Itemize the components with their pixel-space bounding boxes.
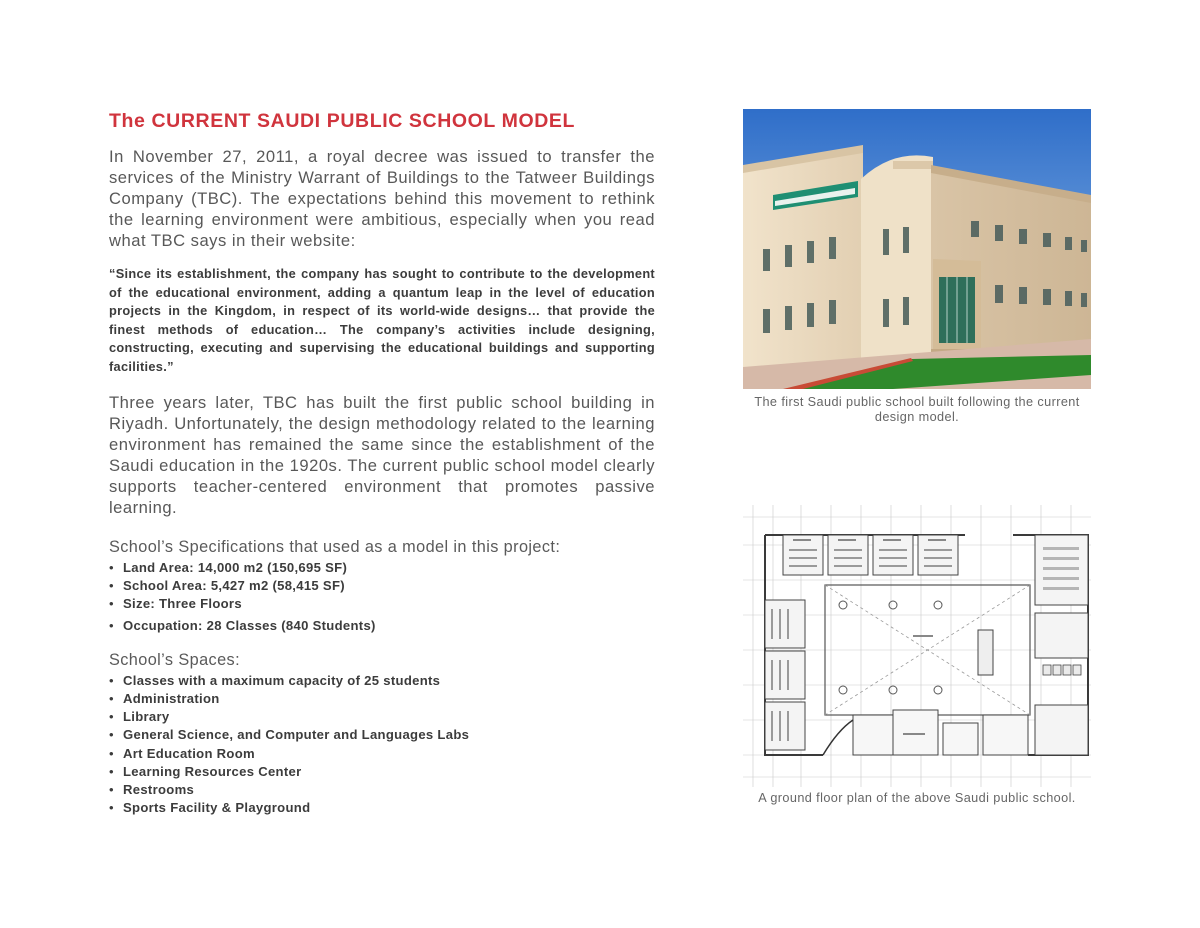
spaces-list (109, 672, 655, 818)
photo-caption: The first Saudi public school built following the current design model. (754, 395, 1080, 424)
list-item: • Restrooms (109, 781, 655, 799)
specifications-heading: School’s Specifications that used as a model in this project: (109, 538, 561, 556)
list-item: • Size: Three Floors (109, 595, 655, 613)
tbc-quote: “Since its establishment, the company has sought to contribute to the development of the educational environment, adding a quantum leap in the level of education projects in the Kingdom, in respect of its world-wide designs… that provide the finest methods of education… The company’s activities include designing, constructing, executing and supervising the educational buildings and supporting facilities.” (109, 266, 655, 374)
intro-paragraph: In November 27, 2011, a royal decree was issued to transfer the services of the Ministry Warrant of Buildings to the Tatweer Buildings Company (TBC). The expectations behind this movement to rethink the learning environment were ambitious, especially when you read what TBC says in their website: (109, 147, 655, 250)
list-item: • Learning Resources Center (109, 763, 655, 781)
floor-plan (743, 505, 1091, 787)
list-item: • Administration (109, 690, 655, 708)
spaces-heading: School’s Spaces: (109, 650, 240, 669)
list-item: • Art Education Room (109, 745, 655, 763)
list-item: • Occupation: 28 Classes (840 Students) (109, 617, 655, 635)
school-building-image (743, 109, 1091, 389)
list-item: • Land Area: 14,000 m2 (150,695 SF) (109, 559, 655, 577)
riyadh-paragraph: Three years later, TBC has built the first public school building in Riyadh. Unfortunately, the design methodology related to the learning environment has remained the same since the establishment of the Saudi education in the 1920s. The current public school model clearly supports teacher-centered environment that promotes passive learning. (109, 393, 655, 517)
list-item: • Sports Facility & Playground (109, 799, 655, 817)
list-item: • Classes with a maximum capacity of 25 students (109, 672, 655, 690)
text-column (109, 108, 655, 817)
school-photo (743, 109, 1091, 389)
plan-caption: A ground floor plan of the above Saudi public school. (758, 791, 1076, 805)
list-item: • School Area: 5,427 m2 (58,415 SF) (109, 577, 655, 595)
list-item: • Library (109, 708, 655, 726)
floor-plan-drawing (743, 505, 1091, 787)
list-item: • General Science, and Computer and Languages Labs (109, 726, 655, 744)
specifications-list (109, 559, 655, 635)
page-title: The CURRENT SAUDI PUBLIC SCHOOL MODEL (109, 110, 576, 132)
